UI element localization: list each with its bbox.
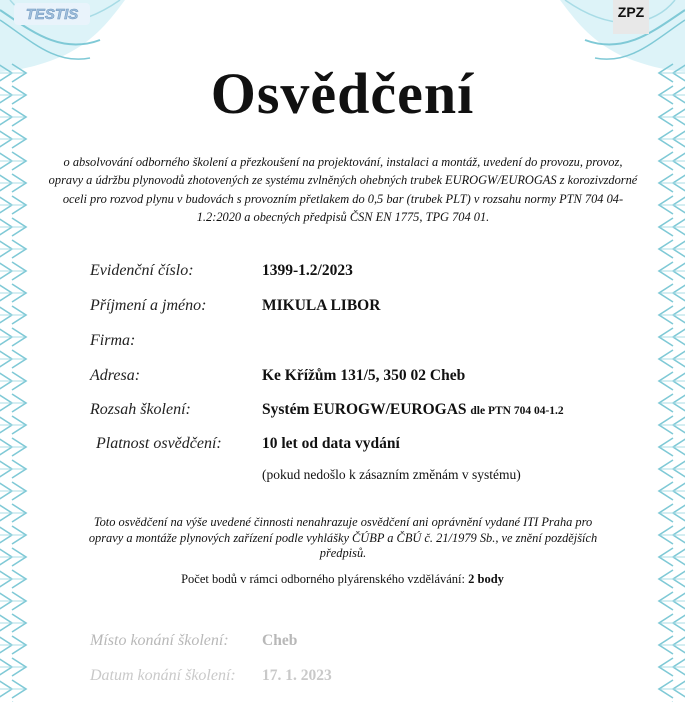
svg-text:TESTIS: TESTIS bbox=[25, 6, 79, 23]
scope-label: Rozsah školení: bbox=[90, 401, 191, 418]
points-text: Počet bodů v rámci odborného plyárenského vzdělávání: bbox=[181, 572, 466, 586]
decorative-border-left bbox=[0, 62, 30, 702]
date-label: Datum konání školení: bbox=[90, 667, 236, 684]
certificate-title: Osvědčení bbox=[210, 61, 475, 126]
decorative-border-right bbox=[655, 62, 685, 702]
scope-value-suffix: dle PTN 704 04-1.2 bbox=[470, 405, 564, 417]
education-points bbox=[0, 572, 685, 587]
date-value: 17. 1. 2023 bbox=[262, 667, 332, 684]
place-value: Cheb bbox=[262, 632, 298, 649]
certificate-intro: o absolvování odborného školení a přezkoušení na projektování, instalaci a montáž, uvedení do provozu, provoz, opravy a údržbu plynovodů zhotovených ze systému zvlněných ohebných trubek EUROGW/EUROGAS z korozivzdorné oceli pro rozvod plynu v budovách s provozním přetlakem do 0,5 bar (trubek PLT) v rozsahu normy PTN 704 04-1.2:2020 a obecných předpisů ČSN EN 1775, TPG 704 01. bbox=[48, 155, 638, 225]
place-label: Místo konání školení: bbox=[90, 632, 229, 649]
name-label: Příjmení a jméno: bbox=[90, 297, 207, 314]
testis-logo bbox=[14, 3, 90, 25]
validity-label: Platnost osvědčení: bbox=[96, 435, 222, 452]
name-value: MIKULA LIBOR bbox=[262, 297, 381, 314]
validity-note: (pokud nedošlo k zásazním změnám v systému) bbox=[262, 467, 521, 482]
evidence-number-label: Evidenční číslo: bbox=[90, 262, 194, 279]
address-label: Adresa: bbox=[90, 367, 141, 384]
address-value: Ke Křížům 131/5, 350 02 Cheb bbox=[262, 367, 466, 384]
points-value: 2 body bbox=[468, 572, 504, 586]
evidence-number-value: 1399-1.2/2023 bbox=[262, 262, 353, 279]
disclaimer-text: Toto osvědčení na výše uvedené činnosti nenahrazuje osvědčení ani oprávnění vydané ITI Praha pro opravy a montáže plynových zařízení podle vyhlášky ČÚBP a ČBÚ č. 21/1979 Sb., ve znění pozdějších předpisů. bbox=[88, 515, 598, 560]
zpz-logo: ZPZ bbox=[613, 0, 649, 34]
validity-value: 10 let od data vydání bbox=[262, 435, 400, 452]
company-label: Firma: bbox=[90, 332, 136, 349]
scope-value-main: Systém EUROGW/EUROGAS bbox=[262, 401, 467, 418]
scope-value bbox=[262, 401, 564, 419]
